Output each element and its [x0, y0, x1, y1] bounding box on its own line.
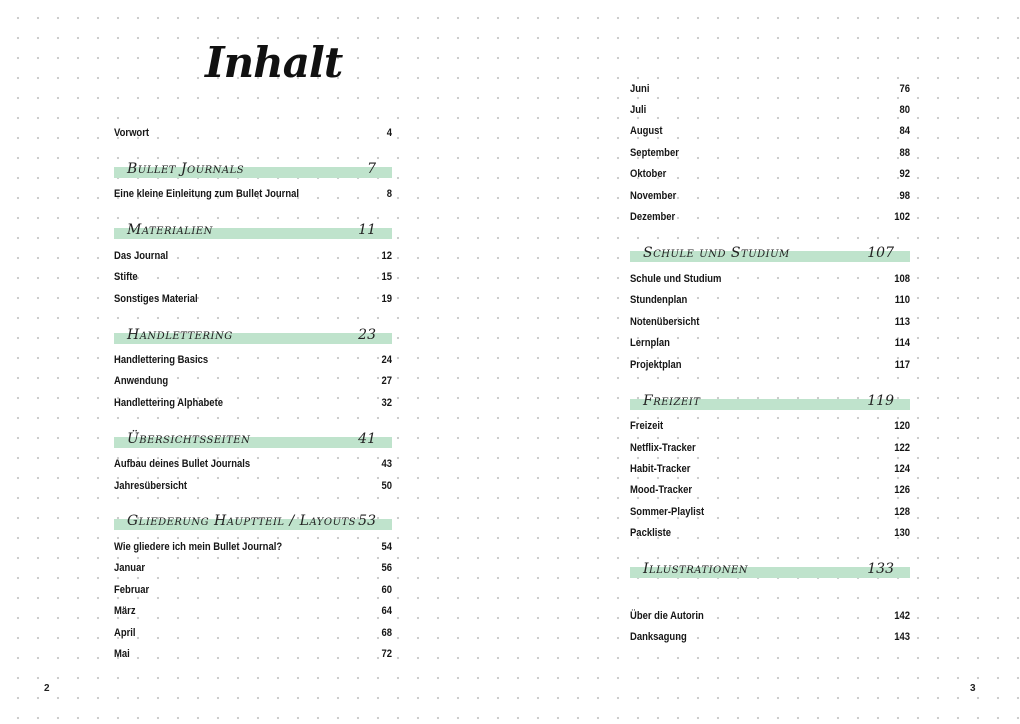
- toc-entry: [630, 523, 910, 543]
- toc-entry-label: September: [630, 147, 679, 159]
- toc-entry-page-number: 142: [894, 610, 911, 622]
- toc-entry: [114, 537, 392, 557]
- toc-entry-label: Mood-Tracker: [630, 484, 693, 496]
- toc-entry-label: Projektplan: [630, 359, 682, 371]
- toc-entry: [114, 371, 392, 391]
- toc-entry-label: Über die Autorin: [630, 610, 704, 622]
- toc-entry-page-number: 98: [899, 190, 911, 202]
- toc-entry-label: Habit-Tracker: [630, 463, 691, 475]
- toc-entry: [630, 333, 910, 353]
- toc-entry-page-number: 92: [899, 168, 911, 180]
- toc-entry: [630, 207, 910, 227]
- toc-entry-page-number: 102: [894, 211, 911, 223]
- section-heading: [114, 506, 392, 532]
- toc-entry-page-number: 88: [899, 147, 911, 159]
- toc-entry-page-number: 126: [894, 484, 911, 496]
- toc-entry-page-number: 27: [381, 375, 393, 387]
- toc-entry-label: Vorwort: [114, 127, 150, 139]
- toc-entry: [630, 290, 910, 310]
- toc-entry-label: Juni: [630, 83, 650, 95]
- section-page-number: 41: [358, 431, 376, 447]
- toc-entry: [630, 312, 910, 332]
- toc-entry: [114, 580, 392, 600]
- toc-entry: [114, 644, 392, 664]
- toc-entry: [114, 184, 392, 204]
- toc-entry: [630, 100, 910, 120]
- section-heading: [114, 320, 392, 346]
- toc-entry-page-number: 4: [386, 127, 393, 139]
- toc-entry-label: Handlettering Alphabete: [114, 397, 223, 409]
- toc-entry: [114, 123, 392, 143]
- toc-entry-label: Freizeit: [630, 420, 664, 432]
- section-page-number: 7: [367, 161, 376, 177]
- section-title: Freizeit: [643, 393, 701, 409]
- toc-entry-page-number: 50: [381, 480, 393, 492]
- toc-entry: [114, 267, 392, 287]
- toc-entry-label: Stundenplan: [630, 294, 688, 306]
- section-heading: [630, 238, 910, 264]
- toc-entry: [114, 454, 392, 474]
- toc-entry: [114, 393, 392, 413]
- toc-entry-label: Danksagung: [630, 631, 687, 643]
- toc-entry-page-number: 84: [899, 125, 911, 137]
- section-title: Übersichtsseiten: [127, 431, 251, 447]
- toc-entry: [114, 558, 392, 578]
- toc-entry-page-number: 122: [894, 442, 911, 454]
- toc-entry-page-number: 80: [899, 104, 911, 116]
- toc-entry-label: Packliste: [630, 527, 672, 539]
- section-title: Gliederung Hauptteil / Layouts: [127, 513, 357, 529]
- toc-entry-label: Juli: [630, 104, 647, 116]
- section-title: Bullet Journals: [127, 161, 245, 177]
- section-heading: [114, 154, 392, 180]
- toc-entry-page-number: 110: [894, 294, 911, 306]
- toc-entry-page-number: 43: [381, 458, 393, 470]
- toc-entry: [630, 79, 910, 99]
- toc-entry-page-number: 108: [894, 273, 911, 285]
- section-heading: [630, 386, 910, 412]
- toc-entry-page-number: 76: [899, 83, 911, 95]
- toc-entry-label: August: [630, 125, 663, 137]
- toc-entry-label: Sonstiges Material: [114, 293, 198, 305]
- toc-entry-page-number: 120: [894, 420, 911, 432]
- toc-entry: [630, 438, 910, 458]
- page-title: Inhalt: [205, 38, 343, 87]
- toc-entry: [630, 459, 910, 479]
- toc-entry-label: November: [630, 190, 677, 202]
- toc-entry: [630, 606, 910, 626]
- toc-entry-label: Eine kleine Einleitung zum Bullet Journal: [114, 188, 300, 200]
- toc-entry-page-number: 8: [386, 188, 393, 200]
- toc-entry-label: Netflix-Tracker: [630, 442, 696, 454]
- toc-entry: [114, 601, 392, 621]
- toc-entry: [630, 269, 910, 289]
- toc-entry-label: Wie gliedere ich mein Bullet Journal?: [114, 541, 283, 553]
- toc-entry-label: April: [114, 627, 136, 639]
- section-heading: [114, 215, 392, 241]
- section-heading: [114, 424, 392, 450]
- toc-entry-label: Mai: [114, 648, 130, 660]
- section-title: Handlettering: [127, 327, 233, 343]
- toc-entry: [114, 350, 392, 370]
- section-title: Materialien: [127, 222, 213, 238]
- toc-entry-page-number: 64: [381, 605, 393, 617]
- toc-entry-label: Anwendung: [114, 375, 169, 387]
- toc-entry-page-number: 143: [894, 631, 911, 643]
- toc-entry-page-number: 19: [381, 293, 393, 305]
- toc-entry-label: Dezember: [630, 211, 676, 223]
- toc-entry: [114, 623, 392, 643]
- toc-entry-page-number: 128: [894, 506, 911, 518]
- toc-entry-page-number: 56: [381, 562, 393, 574]
- section-page-number: 133: [867, 561, 894, 577]
- toc-entry-page-number: 24: [381, 354, 393, 366]
- section-title: Illustrationen: [643, 561, 749, 577]
- toc-entry-label: Notenübersicht: [630, 316, 700, 328]
- toc-entry: [630, 121, 910, 141]
- toc-entry: [114, 476, 392, 496]
- toc-entry-label: Februar: [114, 584, 150, 596]
- toc-entry-label: Stifte: [114, 271, 138, 283]
- toc-entry-label: Sommer-Playlist: [630, 506, 705, 518]
- toc-entry-label: Aufbau deines Bullet Journals: [114, 458, 251, 470]
- page-number-right: 3: [970, 683, 976, 694]
- toc-entry: [630, 627, 910, 647]
- toc-entry: [630, 416, 910, 436]
- toc-entry-page-number: 130: [894, 527, 911, 539]
- toc-entry: [114, 246, 392, 266]
- toc-entry: [630, 186, 910, 206]
- toc-entry: [114, 289, 392, 309]
- section-page-number: 53: [358, 513, 376, 529]
- toc-entry-page-number: 12: [381, 250, 393, 262]
- section-title: Schule und Studium: [643, 245, 790, 261]
- section-heading: [630, 554, 910, 580]
- toc-entry-page-number: 72: [381, 648, 393, 660]
- toc-entry: [630, 502, 910, 522]
- toc-entry-page-number: 32: [381, 397, 393, 409]
- toc-entry-label: Lernplan: [630, 337, 670, 349]
- toc-entry-label: Jahresübersicht: [114, 480, 188, 492]
- toc-entry: [630, 143, 910, 163]
- section-page-number: 107: [867, 245, 894, 261]
- toc-entry-page-number: 117: [894, 359, 911, 371]
- section-page-number: 23: [358, 327, 376, 343]
- toc-entry-page-number: 114: [894, 337, 911, 349]
- toc-entry-page-number: 54: [381, 541, 393, 553]
- toc-entry: [630, 480, 910, 500]
- toc-entry-label: Oktober: [630, 168, 667, 180]
- toc-entry-page-number: 68: [381, 627, 393, 639]
- section-page-number: 119: [867, 393, 894, 409]
- toc-entry-page-number: 113: [894, 316, 911, 328]
- toc-entry-label: Januar: [114, 562, 146, 574]
- toc-entry-label: Schule und Studium: [630, 273, 722, 285]
- toc-entry: [630, 164, 910, 184]
- toc-entry-label: Handlettering Basics: [114, 354, 209, 366]
- toc-entry-page-number: 60: [381, 584, 393, 596]
- section-page-number: 11: [358, 222, 376, 238]
- page-number-left: 2: [44, 683, 50, 694]
- toc-entry-label: März: [114, 605, 136, 617]
- toc-entry-page-number: 15: [381, 271, 393, 283]
- toc-entry-page-number: 124: [894, 463, 911, 475]
- toc-entry: [630, 355, 910, 375]
- toc-entry-label: Das Journal: [114, 250, 169, 262]
